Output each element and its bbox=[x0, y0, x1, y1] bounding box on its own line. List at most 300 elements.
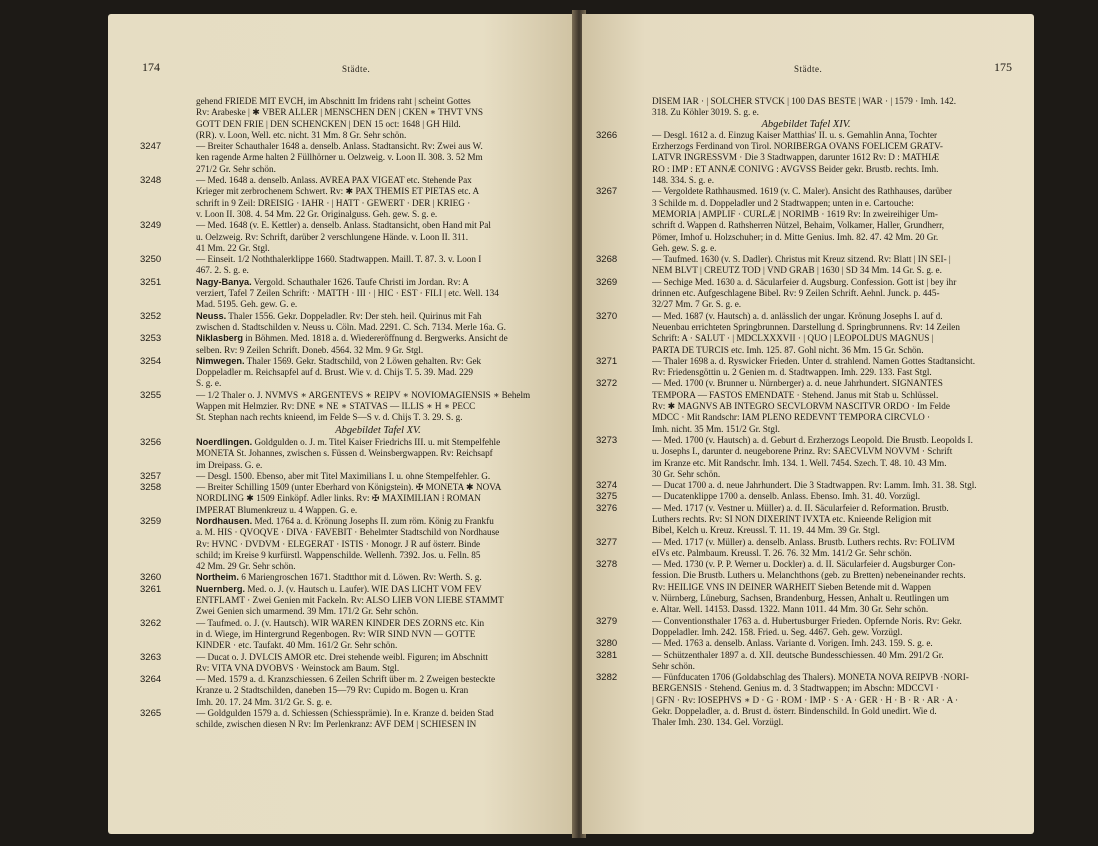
text-line bbox=[196, 322, 560, 333]
text-line bbox=[196, 333, 560, 344]
text-line bbox=[196, 198, 560, 209]
text-line bbox=[652, 480, 1016, 491]
text-line bbox=[652, 604, 1016, 615]
text-line bbox=[652, 638, 1016, 649]
entry-number: 3274 bbox=[596, 480, 618, 492]
text-line bbox=[652, 378, 1016, 389]
entry-number: 3250 bbox=[140, 254, 162, 266]
entry-number: 3277 bbox=[596, 536, 618, 548]
line-content: — Desgl. 1612 a. d. Einzug Kaiser Matthias' II. u. s. Gemahlin Anna, Tochter bbox=[652, 129, 938, 140]
page-number-right: 175 bbox=[994, 60, 1012, 74]
text-line bbox=[196, 652, 560, 663]
text-line: gehend FRIEDE MIT EVCH, im Abschnitt Im fridens raht | scheint Gottes bbox=[196, 96, 471, 106]
line-content: 41 Mm. 22 Gr. Stgl. bbox=[196, 242, 270, 253]
line-content: 32/27 Mm. 7 Gr. S. g. e. bbox=[652, 299, 742, 310]
entry-number: 3262 bbox=[140, 617, 162, 629]
entry-number: 3259 bbox=[140, 515, 162, 527]
line-content: — Med. 1700 (v. Hautsch) a. d. Geburt d. Erzherzogs Leopold. Die Brustb. Leopolds I. bbox=[652, 434, 973, 445]
entry-number: 3256 bbox=[140, 436, 162, 448]
catalog-entry bbox=[596, 435, 1016, 480]
line-content: Schrift: A · SALUT · | MDCLXXXVII · | QUO | LEOPOLDUS MAGNUS | bbox=[652, 333, 934, 344]
line-content: Wappen mit Helmzier. Rv: DNE ∗ NE ∗ STATVAS — ILLIS ∗ H ∗ PECC bbox=[196, 401, 476, 412]
text-line bbox=[196, 378, 560, 389]
line-content: 148. 334. S. g. e. bbox=[652, 175, 715, 186]
line-content: drinnen etc. Aufgeschlagene Bibel. Rv: 9 Zeilen Schrift. Aehnl. Junck. p. 445- bbox=[652, 288, 940, 299]
running-title-right: Städte. bbox=[794, 64, 823, 74]
text-line bbox=[652, 243, 1016, 254]
line-content: Rv: Friedensgöttin u. 2 Genien m. d. Stadtwappen. Imh. 229. 133. Fast Stgl. bbox=[652, 367, 932, 378]
text-line bbox=[196, 539, 560, 550]
catalog-entry bbox=[596, 480, 1016, 491]
line-content: KINDER · etc. Taufakt. 40 Mm. 161/2 Gr. Sehr schön. bbox=[196, 640, 398, 651]
line-content: Rv: HEILIGE VNS IN DEINER WARHEIT Sieben Betende mit d. Wappen bbox=[652, 581, 932, 592]
text-line bbox=[196, 299, 560, 310]
line-content: schrift in 9 Zeil: DREISIG · IAHR · | HATT · GEWERT · DER | KRIEG · bbox=[196, 197, 471, 208]
entry-number: 3248 bbox=[140, 175, 162, 187]
text-line bbox=[196, 674, 560, 685]
text-line bbox=[196, 243, 560, 254]
entry-number: 3249 bbox=[140, 220, 162, 232]
text-line: DISEM IAR · | SOLCHER STVCK | 100 DAS BESTE | WAR · | 1579 · Imh. 142. bbox=[652, 96, 957, 106]
catalog-entry bbox=[140, 220, 560, 254]
entry-number: 3271 bbox=[596, 355, 618, 367]
line-content: Zwei Genien sich umarmend. 39 Mm. 171/2 Gr. Sehr schön. bbox=[196, 606, 419, 617]
line-content: in d. Wiege, im Hintergrund Regenbogen. Rv: WIR SIND NVN — GOTTE bbox=[196, 628, 476, 639]
line-content: 467. 2. S. g. e. bbox=[196, 265, 249, 276]
line-content: v. Nürnberg, Lüneburg, Sachsen, Brandenburg, Hessen, Anhalt u. Reutlingen um bbox=[652, 593, 949, 604]
text-line bbox=[652, 299, 1016, 310]
text-line bbox=[196, 572, 560, 583]
line-content: S. g. e. bbox=[196, 378, 222, 389]
city-heading: Noerdlingen. bbox=[196, 436, 253, 447]
catalog-entry bbox=[596, 616, 1016, 639]
line-content: — Sechige Med. 1630 a. d. Säcularfeier d. Augsburg. Confession. Gott ist | bey ihr bbox=[652, 276, 957, 287]
line-content: Luthers rechts. Rv: SI NON DIXERINT IVXTA etc. Knieende Religion mit bbox=[652, 513, 932, 524]
text-line bbox=[652, 446, 1016, 457]
text-line bbox=[652, 491, 1016, 502]
line-content: — Conventionsthaler 1763 a. d. Hubertusburger Frieden. Opfernde Noris. Rv: Gekr. bbox=[652, 615, 962, 626]
line-content: MEMORIA | AMPLIF · CURLÆ | NORIMB · 1619 Rv: In zweireihiger Um- bbox=[652, 208, 938, 219]
text-line bbox=[196, 595, 560, 606]
entry-number: 3276 bbox=[596, 502, 618, 514]
text-line bbox=[652, 175, 1016, 186]
entry-number: 3269 bbox=[596, 276, 618, 288]
text-line bbox=[196, 561, 560, 572]
text-line bbox=[652, 198, 1016, 209]
text-line bbox=[652, 582, 1016, 593]
catalog-entry bbox=[140, 277, 560, 311]
entry-number: 3270 bbox=[596, 310, 618, 322]
text-line bbox=[196, 640, 560, 651]
line-content: Med. o. J. (v. Hautsch u. Laufer). WIE DAS LICHT VOM FEV bbox=[247, 583, 482, 594]
text-line bbox=[196, 141, 560, 152]
line-content: — Med. 1730 (v. P. P. Werner u. Dockler) a. d. II. Säcularfeier d. Augsburger Con- bbox=[652, 559, 956, 570]
line-content: — Fünfducaten 1706 (Goldabschlag des Thalers). MONETA NOVA REIPVB ·NORI- bbox=[652, 672, 969, 683]
text-line bbox=[196, 719, 560, 730]
text-line bbox=[196, 175, 560, 186]
text-line bbox=[196, 516, 560, 527]
catalog-entry bbox=[596, 559, 1016, 615]
plate-reference: Abgebildet Tafel XIV. bbox=[761, 118, 851, 130]
catalog-entry bbox=[140, 482, 560, 516]
line-content: NORDLING ✱ 1509 Einköpf. Adler links. Rv: ✠ MAXIMILIAN ⁞ ROMAN bbox=[196, 493, 481, 504]
text-line bbox=[196, 390, 560, 401]
line-content: RO : IMP : ET ANNÆ CONIVG : AVGVSS Beider gekr. Brustb. rechts. Imh. bbox=[652, 163, 939, 174]
text-line: 318. Zu Köhler 3019. S. g. e. bbox=[652, 107, 759, 118]
text-line bbox=[196, 471, 560, 482]
catalog-entry bbox=[140, 471, 560, 482]
text-line bbox=[652, 152, 1016, 163]
line-content: — Med. 1579 a. d. Kranzschiessen. 6 Zeilen Schrift über m. 2 Zweigen besteckte bbox=[196, 674, 496, 685]
catalog-entry bbox=[140, 572, 560, 583]
line-content: MONETA St. Johannes, zwischen s. Füssen d. Weinsbergwappen. Rv: Reichsapf bbox=[196, 448, 493, 459]
catalog-entry bbox=[140, 311, 560, 334]
line-content: BERGENSIS · Stehend. Genius m. d. 3 Stadtwappen; im Abschn: MDCCVI · bbox=[652, 683, 939, 694]
line-content: — Med. 1648 a. denselb. Anlass. AVREA PAX VIGEAT etc. Stehende Pax bbox=[196, 175, 472, 186]
text-line bbox=[652, 683, 1016, 694]
entry-number: 3252 bbox=[140, 310, 162, 322]
text-line bbox=[196, 254, 560, 265]
catalog-entry bbox=[140, 333, 560, 356]
line-content: fession. Die Brustb. Luthers u. Melanchthons (geb. zu Bretten) nebeneinander rechts. bbox=[652, 570, 966, 581]
line-content: zwischen d. Stadtschilden v. Neuss u. Cöln. Mad. 2291. C. Sch. 7134. Merle 16a. G. bbox=[196, 321, 506, 332]
line-content: — Schützenthaler 1897 a. d. XII. deutsche Bundesschiessen. 40 Mm. 291/2 Gr. bbox=[652, 649, 944, 660]
line-content: selben. Rv: 9 Zeilen Schrift. Doneb. 4564. 32 Mm. 9 Gr. Stgl. bbox=[196, 344, 424, 355]
line-content: Thaler Imh. 230. 134. Gel. Vorzügl. bbox=[652, 717, 784, 728]
entry-number: 3254 bbox=[140, 355, 162, 367]
entry-number: 3278 bbox=[596, 559, 618, 571]
line-content: — Breiter Schilling 1509 (unter Eberhard von Königstein). ✠ MONETA ✱ NOVA bbox=[196, 482, 502, 493]
line-content: Rv: HVNC · DVDVM · ELEGERAT · ISTIS · Monogr. J R auf österr. Binde bbox=[196, 538, 481, 549]
line-content: MDCC · Mit Randschr: IAM PLENO REDEVNT TEMPORA CIRCVLO · bbox=[652, 412, 931, 423]
catalog-entry bbox=[140, 254, 560, 277]
line-content: in Böhmen. Med. 1818 a. d. Wiedereröffnung d. Bergwerks. Ansicht de bbox=[245, 333, 508, 344]
text-line bbox=[196, 606, 560, 617]
text-line bbox=[196, 437, 560, 448]
line-content: — Taufmed. 1630 (v. S. Dadler). Christus mit Kreuz sitzend. Rv: Blatt | IN SEI- | bbox=[652, 254, 951, 265]
text-line bbox=[196, 186, 560, 197]
line-content: — Med. 1648 (v. E. Kettler) a. denselb. Anlass. Stadtansicht, oben Hand mit Pal bbox=[196, 220, 491, 231]
line-content: Rv: VITA VNA DVOBVS · Weinstock am Baum. Stgl. bbox=[196, 662, 400, 673]
entry-number: 3281 bbox=[596, 649, 618, 661]
text-line bbox=[652, 401, 1016, 412]
line-content: — Desgl. 1500. Ebenso, aber mit Titel Maximilians I. u. ohne Stempelfehler. G. bbox=[196, 470, 491, 481]
text-line bbox=[196, 209, 560, 220]
text-line: Rv: Arabeske | ✱ VBER ALLER | MENSCHEN DEN | CKEN ∗ THVT VNS bbox=[196, 107, 484, 118]
plate-reference: Abgebildet Tafel XV. bbox=[335, 424, 421, 436]
text-line bbox=[196, 629, 560, 640]
text-line bbox=[652, 627, 1016, 638]
text-line bbox=[196, 164, 560, 175]
text-line: GOTT DEN FRIE | DEN SCHENCKEN | DEN 15 oct: 1648 | GH Hild. bbox=[196, 118, 461, 129]
text-line bbox=[652, 311, 1016, 322]
catalog-entry bbox=[596, 650, 1016, 673]
line-content: ken ragende Arme halten 2 Füllhörner u. Oelzweig. v. Loon II. 308. 3. 52 Mm bbox=[196, 152, 483, 163]
text-line bbox=[652, 717, 1016, 728]
catalog-entry bbox=[140, 674, 560, 708]
city-heading: Nordhausen. bbox=[196, 515, 253, 526]
line-content: v. Loon II. 308. 4. 54 Mm. 22 Gr. Originalguss. Geh. gew. S. g. e. bbox=[196, 208, 438, 219]
line-content: | GFN · Rv: IOSEPHVS ∗ D · G · ROM · IMP · S · A · GER · H · B · R · AR · A · bbox=[652, 694, 959, 705]
line-content: Thaler 1556. Gekr. Doppeladler. Rv: Der steh. heil. Quirinus mit Fah bbox=[228, 310, 482, 321]
text-line bbox=[652, 333, 1016, 344]
text-line bbox=[652, 356, 1016, 367]
entry-number: 3280 bbox=[596, 638, 618, 650]
text-line bbox=[196, 482, 560, 493]
line-content: — Einseit. 1/2 Noththalerklippe 1660. Stadtwappen. Maill. T. 87. 3. v. Loon I bbox=[196, 254, 482, 265]
line-content: Krieger mit zerbrochenem Schwert. Rv: ✱ PAX THEMIS ET PIETAS etc. A bbox=[196, 186, 480, 197]
line-content: — Med. 1700 (v. Brunner u. Nürnberger) a. d. neue Jahrhundert. SIGNANTES bbox=[652, 378, 943, 389]
catalog-entry bbox=[140, 141, 560, 175]
line-content: 42 Mm. 29 Gr. Sehr schön. bbox=[196, 561, 296, 572]
line-content: — Goldgulden 1579 a. d. Schiessen (Schiessprämie). In e. Kranze d. beiden Stad bbox=[196, 708, 494, 719]
line-content: 3 Schilde m. d. Doppeladler und 2 Stadtwappen; unten in e. Cartouche: bbox=[652, 197, 914, 208]
city-heading: Nimwegen. bbox=[196, 355, 245, 366]
text-line bbox=[196, 663, 560, 674]
left-page bbox=[108, 14, 576, 834]
page-number-left: 174 bbox=[142, 60, 160, 74]
text-line bbox=[652, 412, 1016, 423]
catalog-entry bbox=[596, 311, 1016, 356]
line-content: Thaler 1569. Gekr. Stadtschild, von 2 Löwen gehalten. Rv: Gek bbox=[246, 355, 482, 366]
text-line bbox=[652, 695, 1016, 706]
text-line bbox=[196, 493, 560, 504]
line-content: IMPERAT Blumenkreuz u. 4 Wappen. G. e. bbox=[196, 504, 358, 515]
line-content: Neuenbau errichteten Springbrunnen. Darstellung d. Springbrunnens. Rv: 14 Zeilen bbox=[652, 321, 960, 332]
text-line bbox=[652, 424, 1016, 435]
catalog-entry bbox=[596, 503, 1016, 537]
line-content: 271/2 Gr. Sehr schön. bbox=[196, 163, 276, 174]
text-line bbox=[196, 412, 560, 423]
catalog-entry bbox=[596, 491, 1016, 502]
line-content: Gekr. Doppeladler, a. d. Brust d. österr. Bindenschild. In Gold unedirt. Wie d. bbox=[652, 706, 937, 717]
text-line bbox=[196, 685, 560, 696]
line-content: Geh. gew. S. g. e. bbox=[652, 242, 717, 253]
text-line bbox=[652, 469, 1016, 480]
line-content: Pömer, Imhof u. Holzschuher; in d. Mitte Genius. Imh. 82. 47. 42 Mm. 20 Gr. bbox=[652, 231, 939, 242]
line-content: 30 Gr. Sehr schön. bbox=[652, 468, 721, 479]
left-page-text bbox=[140, 96, 560, 731]
entry-number: 3260 bbox=[140, 572, 162, 584]
text-line bbox=[652, 458, 1016, 469]
line-content: u. Josephs I., darunter d. neugeborene Prinz. Rv: SAECVLVM NOVVM · Schrift bbox=[652, 446, 953, 457]
line-content: u. Oelzweig. Rv: Schrift, darüber 2 verschlungene Hände. v. Loon II. 311. bbox=[196, 231, 469, 242]
line-content: PARTA DE TURCIS etc. Imh. 125. 87. Gohl nicht. 36 Mm. 15 Gr. Schön. bbox=[652, 344, 924, 355]
right-page bbox=[582, 14, 1034, 834]
line-content: schrift d. Wappen d. Rathsherren Nützel, Behaim, Volkamer, Haller, Grundherr, bbox=[652, 220, 945, 231]
entry-number: 3264 bbox=[140, 674, 162, 686]
line-content: a. M. HIS · QVOQVE · DIVA · FAVEBIT · Behelmter Stadtschild von Nordhause bbox=[196, 527, 500, 538]
text-line bbox=[196, 311, 560, 322]
line-content: — Ducat 1700 a. d. neue Jahrhundert. Die 3 Stadtwappen. Rv: Lamm. Imh. 31. 38. Stgl. bbox=[652, 480, 977, 491]
entry-number: 3282 bbox=[596, 672, 618, 684]
text-line bbox=[652, 559, 1016, 570]
entry-number: 3265 bbox=[140, 708, 162, 720]
text-line bbox=[652, 220, 1016, 231]
catalog-entry bbox=[596, 537, 1016, 560]
text-line bbox=[652, 322, 1016, 333]
entry-number: 3279 bbox=[596, 615, 618, 627]
text-line bbox=[652, 209, 1016, 220]
catalog-entry bbox=[596, 254, 1016, 277]
line-content: Med. 1764 a. d. Krönung Josephs II. zum röm. König zu Frankfu bbox=[254, 515, 494, 526]
line-content: eIVs etc. Palmbaum. Kreussl. T. 26. 76. 32 Mm. 141/2 Gr. Sehr schön. bbox=[652, 547, 912, 558]
text-line bbox=[196, 697, 560, 708]
text-line bbox=[652, 503, 1016, 514]
text-line bbox=[196, 401, 560, 412]
entry-number: 3247 bbox=[140, 141, 162, 153]
text-line bbox=[652, 265, 1016, 276]
line-content: Erzherzogs Ferdinand von Tirol. NORIBERGA OVANS FOELICEM GRATV- bbox=[652, 141, 943, 152]
text-line bbox=[652, 277, 1016, 288]
catalog-entry bbox=[140, 356, 560, 390]
line-content: — Breiter Schauthaler 1648 a. denselb. Anlass. Stadtansicht. Rv: Zwei aus W. bbox=[196, 141, 483, 152]
text-line bbox=[652, 367, 1016, 378]
line-content: schild; im Kreise 9 kurfürstl. Wappenschilde. Wellenh. 7392. Jos. u. Felln. 85 bbox=[196, 549, 481, 560]
line-content: — Med. 1717 (v. Müller) a. denselb. Anlass. Brustb. Luthers rechts. Rv: FOLIVM bbox=[652, 536, 955, 547]
line-content: Doppeladler m. Reichsapfel auf d. Brust. Wie v. d. Chijs T. 5. 39. Mad. 229 bbox=[196, 367, 473, 378]
text-line bbox=[196, 288, 560, 299]
line-content: TEMPORA — FASTOS EMENDATE · Stehend. Janus mit Stab u. Schlüssel. bbox=[652, 389, 939, 400]
line-content: Sehr schön. bbox=[652, 660, 695, 671]
line-content: — Ducat o. J. DVLCIS AMOR etc. Drei stehende weibl. Figuren; im Abschnitt bbox=[196, 651, 488, 662]
text-line bbox=[196, 367, 560, 378]
line-content: Mad. 5195. Geh. gew. G. e. bbox=[196, 299, 298, 310]
text-line bbox=[652, 537, 1016, 548]
text-line bbox=[196, 618, 560, 629]
text-line bbox=[652, 525, 1016, 536]
catalog-entry bbox=[596, 672, 1016, 728]
entry-number: 3253 bbox=[140, 333, 162, 345]
text-line bbox=[196, 232, 560, 243]
running-title-left: Städte. bbox=[342, 64, 371, 74]
catalog-entry bbox=[140, 652, 560, 675]
catalog-entry bbox=[140, 618, 560, 652]
line-content: — 1/2 Thaler o. J. NVMVS ∗ ARGENTEVS ∗ REIPV ∗ NOVIOMAGIENSIS ∗ Behelm bbox=[196, 389, 531, 400]
text-line bbox=[196, 527, 560, 538]
city-heading: Neuss. bbox=[196, 310, 227, 321]
line-content: Imh. 20. 17. 24 Mm. 31/2 Gr. S. g. e. bbox=[196, 696, 333, 707]
line-content: NEM BLVT | CREUTZ TOD | VND GRAB | 1630 | SD 34 Mm. 14 Gr. S. g. e. bbox=[652, 265, 942, 276]
text-line bbox=[652, 232, 1016, 243]
text-line bbox=[652, 616, 1016, 627]
text-line bbox=[652, 390, 1016, 401]
text-line: (RR). v. Loon, Well. etc. nicht. 31 Mm. 8 Gr. Sehr schön. bbox=[196, 129, 407, 140]
catalog-entry bbox=[140, 437, 560, 471]
city-heading: Northeim. bbox=[196, 572, 239, 583]
text-line bbox=[196, 448, 560, 459]
line-content: Kranze u. 2 Stadtschilden, daneben 15—79 Rv: Cupido m. Bogen u. Kran bbox=[196, 685, 469, 696]
line-content: Bibel, Kelch u. Kreuz. Kreussl. T. 11. 19. 44 Mm. 39 Gr. Stgl. bbox=[652, 525, 880, 536]
line-content: — Taufmed. o. J. (v. Hautsch). WIR WAREN KINDER DES ZORNS etc. Kin bbox=[196, 617, 485, 628]
text-line bbox=[652, 288, 1016, 299]
line-content: — Ducatenklippe 1700 a. denselb. Anlass. Ebenso. Imh. 31. 40. Vorzügl. bbox=[652, 491, 921, 502]
catalog-entry bbox=[140, 708, 560, 731]
entry-number: 3261 bbox=[140, 583, 162, 595]
text-line bbox=[196, 152, 560, 163]
text-line bbox=[196, 356, 560, 367]
line-content: Doppeladler. Imh. 242. 158. Fried. u. Seg. 4467. Geh. gew. Vorzügl. bbox=[652, 626, 903, 637]
city-heading: Nagy-Banya. bbox=[196, 276, 252, 287]
line-content: schilde, zwischen diesen N Rv: Im Perlenkranz: AVF DEM | SCHIESEN IN bbox=[196, 719, 477, 730]
text-line bbox=[652, 514, 1016, 525]
text-line bbox=[652, 672, 1016, 683]
line-content: Rv: ✱ MAGNVS AB INTEGRO SECVLORVM NASCITVR ORDO · Im Felde bbox=[652, 401, 950, 412]
entry-number: 3251 bbox=[140, 276, 162, 288]
line-content: im Kranze etc. Mit Randschr. Imh. 134. 1. Well. 7454. Szech. T. 48. 10. 43 Mm. bbox=[652, 457, 947, 468]
catalog-entry bbox=[596, 186, 1016, 254]
text-line bbox=[652, 650, 1016, 661]
text-line bbox=[196, 345, 560, 356]
text-line bbox=[196, 460, 560, 471]
catalog-entry bbox=[140, 584, 560, 618]
text-line bbox=[652, 130, 1016, 141]
catalog-entry bbox=[596, 277, 1016, 311]
text-line bbox=[652, 141, 1016, 152]
line-content: — Med. 1763 a. denselb. Anlass. Variante d. Vorigen. Imh. 243. 159. S. g. e. bbox=[652, 638, 933, 649]
line-content: — Vergoldete Rathhausmed. 1619 (v. C. Maler). Ansicht des Rathhauses, darüber bbox=[652, 186, 952, 197]
catalog-entry bbox=[596, 130, 1016, 186]
catalog-entry bbox=[140, 390, 560, 436]
text-line bbox=[652, 164, 1016, 175]
line-content: — Thaler 1698 a. d. Ryswicker Frieden. Unter d. strahlend. Namen Gottes Stadtansicht. bbox=[652, 355, 975, 366]
text-line bbox=[652, 186, 1016, 197]
entry-number: 3255 bbox=[140, 389, 162, 401]
line-content: Goldgulden o. J. m. Titel Kaiser Friedrichs III. u. mit Stempelfehle bbox=[254, 436, 501, 447]
entry-number: 3267 bbox=[596, 186, 618, 198]
text-line bbox=[652, 435, 1016, 446]
line-content: Imh. nicht. 35 Mm. 151/2 Gr. Stgl. bbox=[652, 423, 780, 434]
text-line bbox=[652, 254, 1016, 265]
text-line bbox=[196, 708, 560, 719]
entry-number: 3268 bbox=[596, 254, 618, 266]
text-line bbox=[196, 505, 560, 516]
text-line bbox=[196, 584, 560, 595]
entry-number: 3263 bbox=[140, 651, 162, 663]
line-content: 6 Mariengroschen 1671. Stadtthor mit d. Löwen. Rv: Werth. S. g. bbox=[241, 572, 482, 583]
text-line bbox=[196, 220, 560, 231]
city-heading: Niklasberg bbox=[196, 333, 243, 344]
line-content: St. Stephan nach rechts knieend, im Felde S—S v. d. Chijs T. 3. 29. S. g. bbox=[196, 412, 463, 423]
line-content: LATVR INGRESSVM · Die 3 Stadtwappen, darunter 1612 Rv: D : MATHIÆ bbox=[652, 152, 940, 163]
line-content: — Med. 1687 (v. Hautsch) a. d. anlässlich der ungar. Krönung Josephs I. auf d. bbox=[652, 310, 943, 321]
catalog-entry bbox=[596, 378, 1016, 434]
city-heading: Nuernberg. bbox=[196, 583, 246, 594]
entry-number: 3273 bbox=[596, 434, 618, 446]
catalog-entry bbox=[596, 356, 1016, 379]
right-page-text bbox=[596, 96, 1016, 729]
entry-number: 3257 bbox=[140, 470, 162, 482]
catalog-entry bbox=[140, 516, 560, 572]
line-content: im Dreipass. G. e. bbox=[196, 459, 263, 470]
catalog-entry bbox=[596, 638, 1016, 649]
line-content: e. Altar. Well. 14153. Dassd. 1322. Mann 1011. 44 Mm. 30 Gr. Sehr schön. bbox=[652, 604, 929, 615]
text-line bbox=[652, 593, 1016, 604]
entry-number: 3272 bbox=[596, 378, 618, 390]
line-content: Vergold. Schauthaler 1626. Taufe Christi im Jordan. Rv: A bbox=[253, 276, 469, 287]
lead-text bbox=[596, 96, 1016, 119]
text-line bbox=[196, 265, 560, 276]
line-content: ENTFLAMT · Zwei Genien mit Fackeln. Rv: ALSO LIEB VON LIEBE STAMMT bbox=[196, 595, 504, 606]
catalog-entry bbox=[140, 175, 560, 220]
entry-number: 3258 bbox=[140, 482, 162, 494]
text-line bbox=[652, 570, 1016, 581]
text-line bbox=[652, 548, 1016, 559]
text-line bbox=[652, 706, 1016, 717]
text-line bbox=[652, 661, 1016, 672]
line-content: — Med. 1717 (v. Vestner u. Müller) a. d. II. Säcularfeier d. Reformation. Brustb. bbox=[652, 502, 949, 513]
entry-number: 3266 bbox=[596, 129, 618, 141]
